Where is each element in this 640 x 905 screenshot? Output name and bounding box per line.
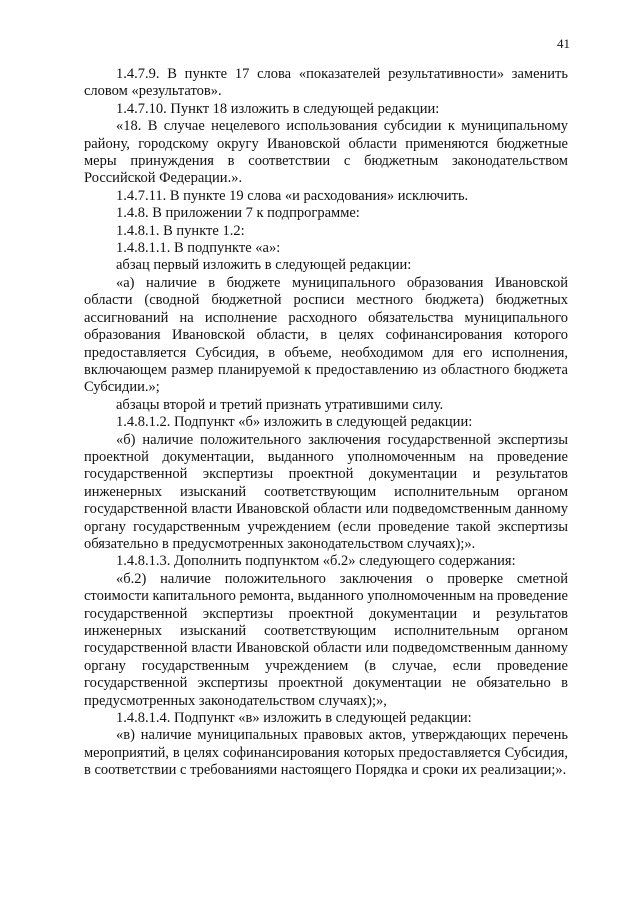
paragraph-1.4.8.1.4: 1.4.8.1.4. Подпункт «в» изложить в следующей редакции: [116, 710, 472, 727]
paragraph-1.4.7.11: 1.4.7.11. В пункте 19 слова «и расходования» исключить. [116, 187, 469, 204]
paragraph-subitem-b-text: «б) наличие положительного заключения государственной экспертизы проектной документации, выданного уполномоченным на проведение государственной экспертизы проектной документации и результатов инженерных изысканий соответствующим исполнительным органом государственной власти Ивановской области или подведомственным данному органу государственным учреждением (если проведение такой экспертизы обязательно в предусмотренных законодательством случаях);». [84, 431, 568, 552]
paragraph-subitem-b2-text: «б.2) наличие положительного заключения о проверке сметной стоимости капитального ремонта, выданного уполномоченным на проведение государственной экспертизы проектной документации и результатов инженерных изысканий соответствующим исполнительным органом государственной власти Ивановской области или подведомственным данному органу государственным учреждением (в случае, если проведение государственной экспертизы проектной документации не обязательно в предусмотренных законодательством случаях);», [84, 570, 568, 709]
paragraph-item-18-text: «18. В случае нецелевого использования субсидии к муниципальному району, городскому округу Ивановской области применяются бюджетные меры принуждения в соответствии с бюджетным законодательством Российской Федерации.». [84, 118, 568, 187]
paragraph-subitem-v-text: «в) наличие муниципальных правовых актов, утверждающих перечень мероприятий, в целях софинансирования которых предоставляется Субсидия, в соответствии с требованиями настоящего Порядка и сроки их реализации;». [84, 727, 568, 779]
paragraph-1.4.8: 1.4.8. В приложении 7 к подпрограмме: [116, 205, 360, 222]
paragraph-subitem-a-text: «а) наличие в бюджете муниципального образования Ивановской области (сводной бюджетной росписи местного бюджета) бюджетных ассигнований на исполнение расходного обязательства муниципального образования Ивановской области, в целях софинансирования которого предоставляется Субсидия, в объеме, необходимом для его исполнения, включающем размер планируемой к предоставлению из областного бюджета Субсидии.»; [84, 274, 568, 396]
page-number: 41 [557, 36, 570, 51]
paragraph-1.4.8.1.1: 1.4.8.1.1. В подпункте «а»: [116, 240, 281, 257]
paragraph-1.4.7.10: 1.4.7.10. Пункт 18 изложить в следующей редакции: [116, 100, 440, 117]
paragraph-first-abzac-instruction: абзац первый изложить в следующей редакции: [116, 257, 412, 274]
paragraph-1.4.8.1: 1.4.8.1. В пункте 1.2: [116, 222, 245, 239]
paragraph-abzac-repeal: абзацы второй и третий признать утратившими силу. [116, 396, 444, 413]
paragraph-1.4.8.1.2: 1.4.8.1.2. Подпункт «б» изложить в следующей редакции: [116, 414, 473, 431]
paragraph-1.4.7.9: 1.4.7.9. В пункте 17 слова «показателей результативности» заменить словом «результатов». [84, 66, 568, 100]
document-body [84, 66, 568, 780]
paragraph-1.4.8.1.3: 1.4.8.1.3. Дополнить подпунктом «б.2» следующего содержания: [116, 553, 516, 570]
